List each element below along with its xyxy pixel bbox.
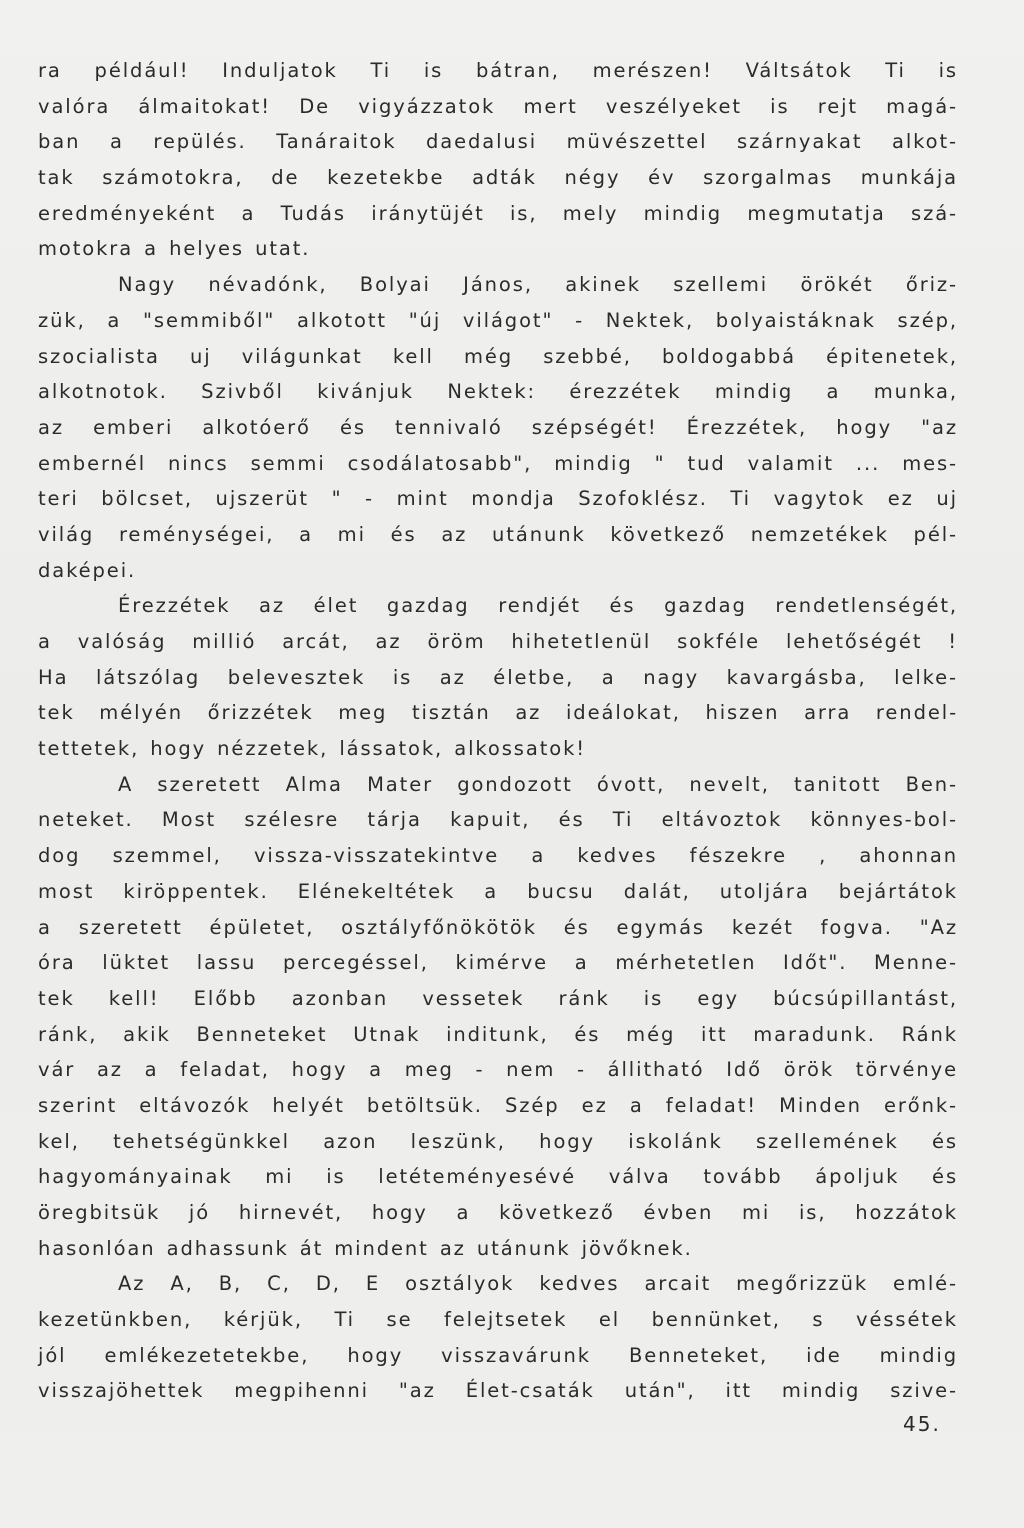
body-text: [38, 53, 958, 1409]
text-line-23: dog szemmel, vissza-visszatekintve a kedves fészekre , ahonnan: [38, 844, 958, 868]
text-line-30: szerint eltávozók helyét betöltsük. Szép ez a feladat! Minden erőnk-: [38, 1093, 958, 1117]
text-line-12: embernél nincs semmi csodálatosabb", mindig " tud valamit ... mes-: [38, 451, 958, 475]
text-line-24: most kiröppentek. Elénekeltétek a bucsu dalát, utoljára bejártátok: [38, 879, 958, 903]
text-line-7: Nagy névadónk, Bolyai János, akinek szellemi örökét őriz-: [118, 273, 958, 297]
text-line-26: óra lüktet lassu percegéssel, kimérve a mérhetetlen Időt". Menne-: [38, 951, 958, 975]
text-line-17: a valóság millió arcát, az öröm hihetetlenül sokféle lehetőségét !: [38, 630, 958, 653]
text-line-28: ránk, akik Benneteket Utnak inditunk, és még itt maradunk. Ránk: [38, 1022, 958, 1046]
text-line-10: alkotnotok. Szivből kivánjuk Nektek: érezzétek mindig a munka,: [38, 380, 958, 404]
text-line-27: tek kell! Előbb azonban vessetek ránk is egy búcsúpillantást,: [38, 986, 958, 1010]
text-line-3: ban a repülés. Tanáraitok daedalusi müvészettel szárnyakat alkot-: [38, 130, 958, 154]
text-line-34: hasonlóan adhassunk át mindent az utánunk jövőknek.: [38, 1236, 693, 1260]
text-line-22: neteket. Most szélesre tárja kapuit, és Ti eltávoztok könnyes-bol-: [38, 808, 958, 832]
text-line-2: valóra álmaitokat! De vigyázzatok mert veszélyeket is rejt magá-: [38, 94, 958, 118]
text-line-11: az emberi alkotóerő és tennivaló szépségét! Érezzétek, hogy "az: [38, 415, 958, 439]
text-line-18: Ha látszólag belevesztek is az életbe, a nagy kavargásba, lelke-: [38, 665, 958, 689]
text-line-31: kel, tehetségünkkel azon leszünk, hogy iskolánk szellemének és: [38, 1129, 958, 1153]
text-line-9: szocialista uj világunkat kell még szebbé, boldogabbá épitenetek,: [38, 344, 958, 368]
text-line-8: zük, a "semmiből" alkotott "új világot" - Nektek, bolyaistáknak szép,: [38, 308, 958, 332]
text-line-15: daképei.: [38, 558, 137, 582]
text-line-20: tettetek, hogy nézzetek, lássatok, alkossatok!: [38, 737, 586, 761]
text-line-38: visszajöhettek megpihenni "az Élet-csaták után", itt mindig szive-: [38, 1379, 958, 1403]
page-number: 45.: [903, 1412, 941, 1436]
text-line-25: a szeretett épületet, osztályfőnökötök és egymás kezét fogva. "Az: [38, 915, 958, 939]
text-line-19: tek mélyén őrizzétek meg tisztán az ideálokat, hiszen arra rendel-: [38, 701, 958, 725]
text-line-6: motokra a helyes utat.: [38, 237, 311, 261]
text-line-37: jól emlékezetetekbe, hogy visszavárunk Benneteket, ide mindig: [38, 1343, 958, 1367]
text-line-4: tak számotokra, de kezetekbe adták négy év szorgalmas munkája: [38, 166, 958, 190]
text-line-14: világ reménységei, a mi és az utánunk következő nemzetékek pél-: [38, 522, 958, 546]
text-line-21: A szeretett Alma Mater gondozott óvott, nevelt, tanitott Ben-: [118, 772, 958, 796]
text-line-13: teri bölcset, ujszerüt " - mint mondja Szofoklész. Ti vagytok ez uj: [38, 487, 958, 511]
text-line-1: ra például! Induljatok Ti is bátran, merészen! Váltsátok Ti is: [38, 59, 958, 82]
text-line-32: hagyományainak mi is letéteményesévé válva tovább ápoljuk és: [38, 1165, 958, 1189]
text-line-33: öregbitsük jó hirnevét, hogy a következő évben mi is, hozzátok: [38, 1201, 958, 1224]
text-line-16: Érezzétek az élet gazdag rendjét és gazdag rendetlenségét,: [118, 594, 958, 618]
text-line-36: kezetünkben, kérjük, Ti se felejtsetek el bennünket, s véssétek: [38, 1308, 958, 1332]
text-line-35: Az A, B, C, D, E osztályok kedves arcait megőrizzük emlé-: [118, 1272, 958, 1296]
text-line-5: eredményeként a Tudás iránytüjét is, mely mindig megmutatja szá-: [38, 201, 958, 225]
text-line-29: vár az a feladat, hogy a meg - nem - állitható Idő örök törvénye: [38, 1058, 958, 1082]
